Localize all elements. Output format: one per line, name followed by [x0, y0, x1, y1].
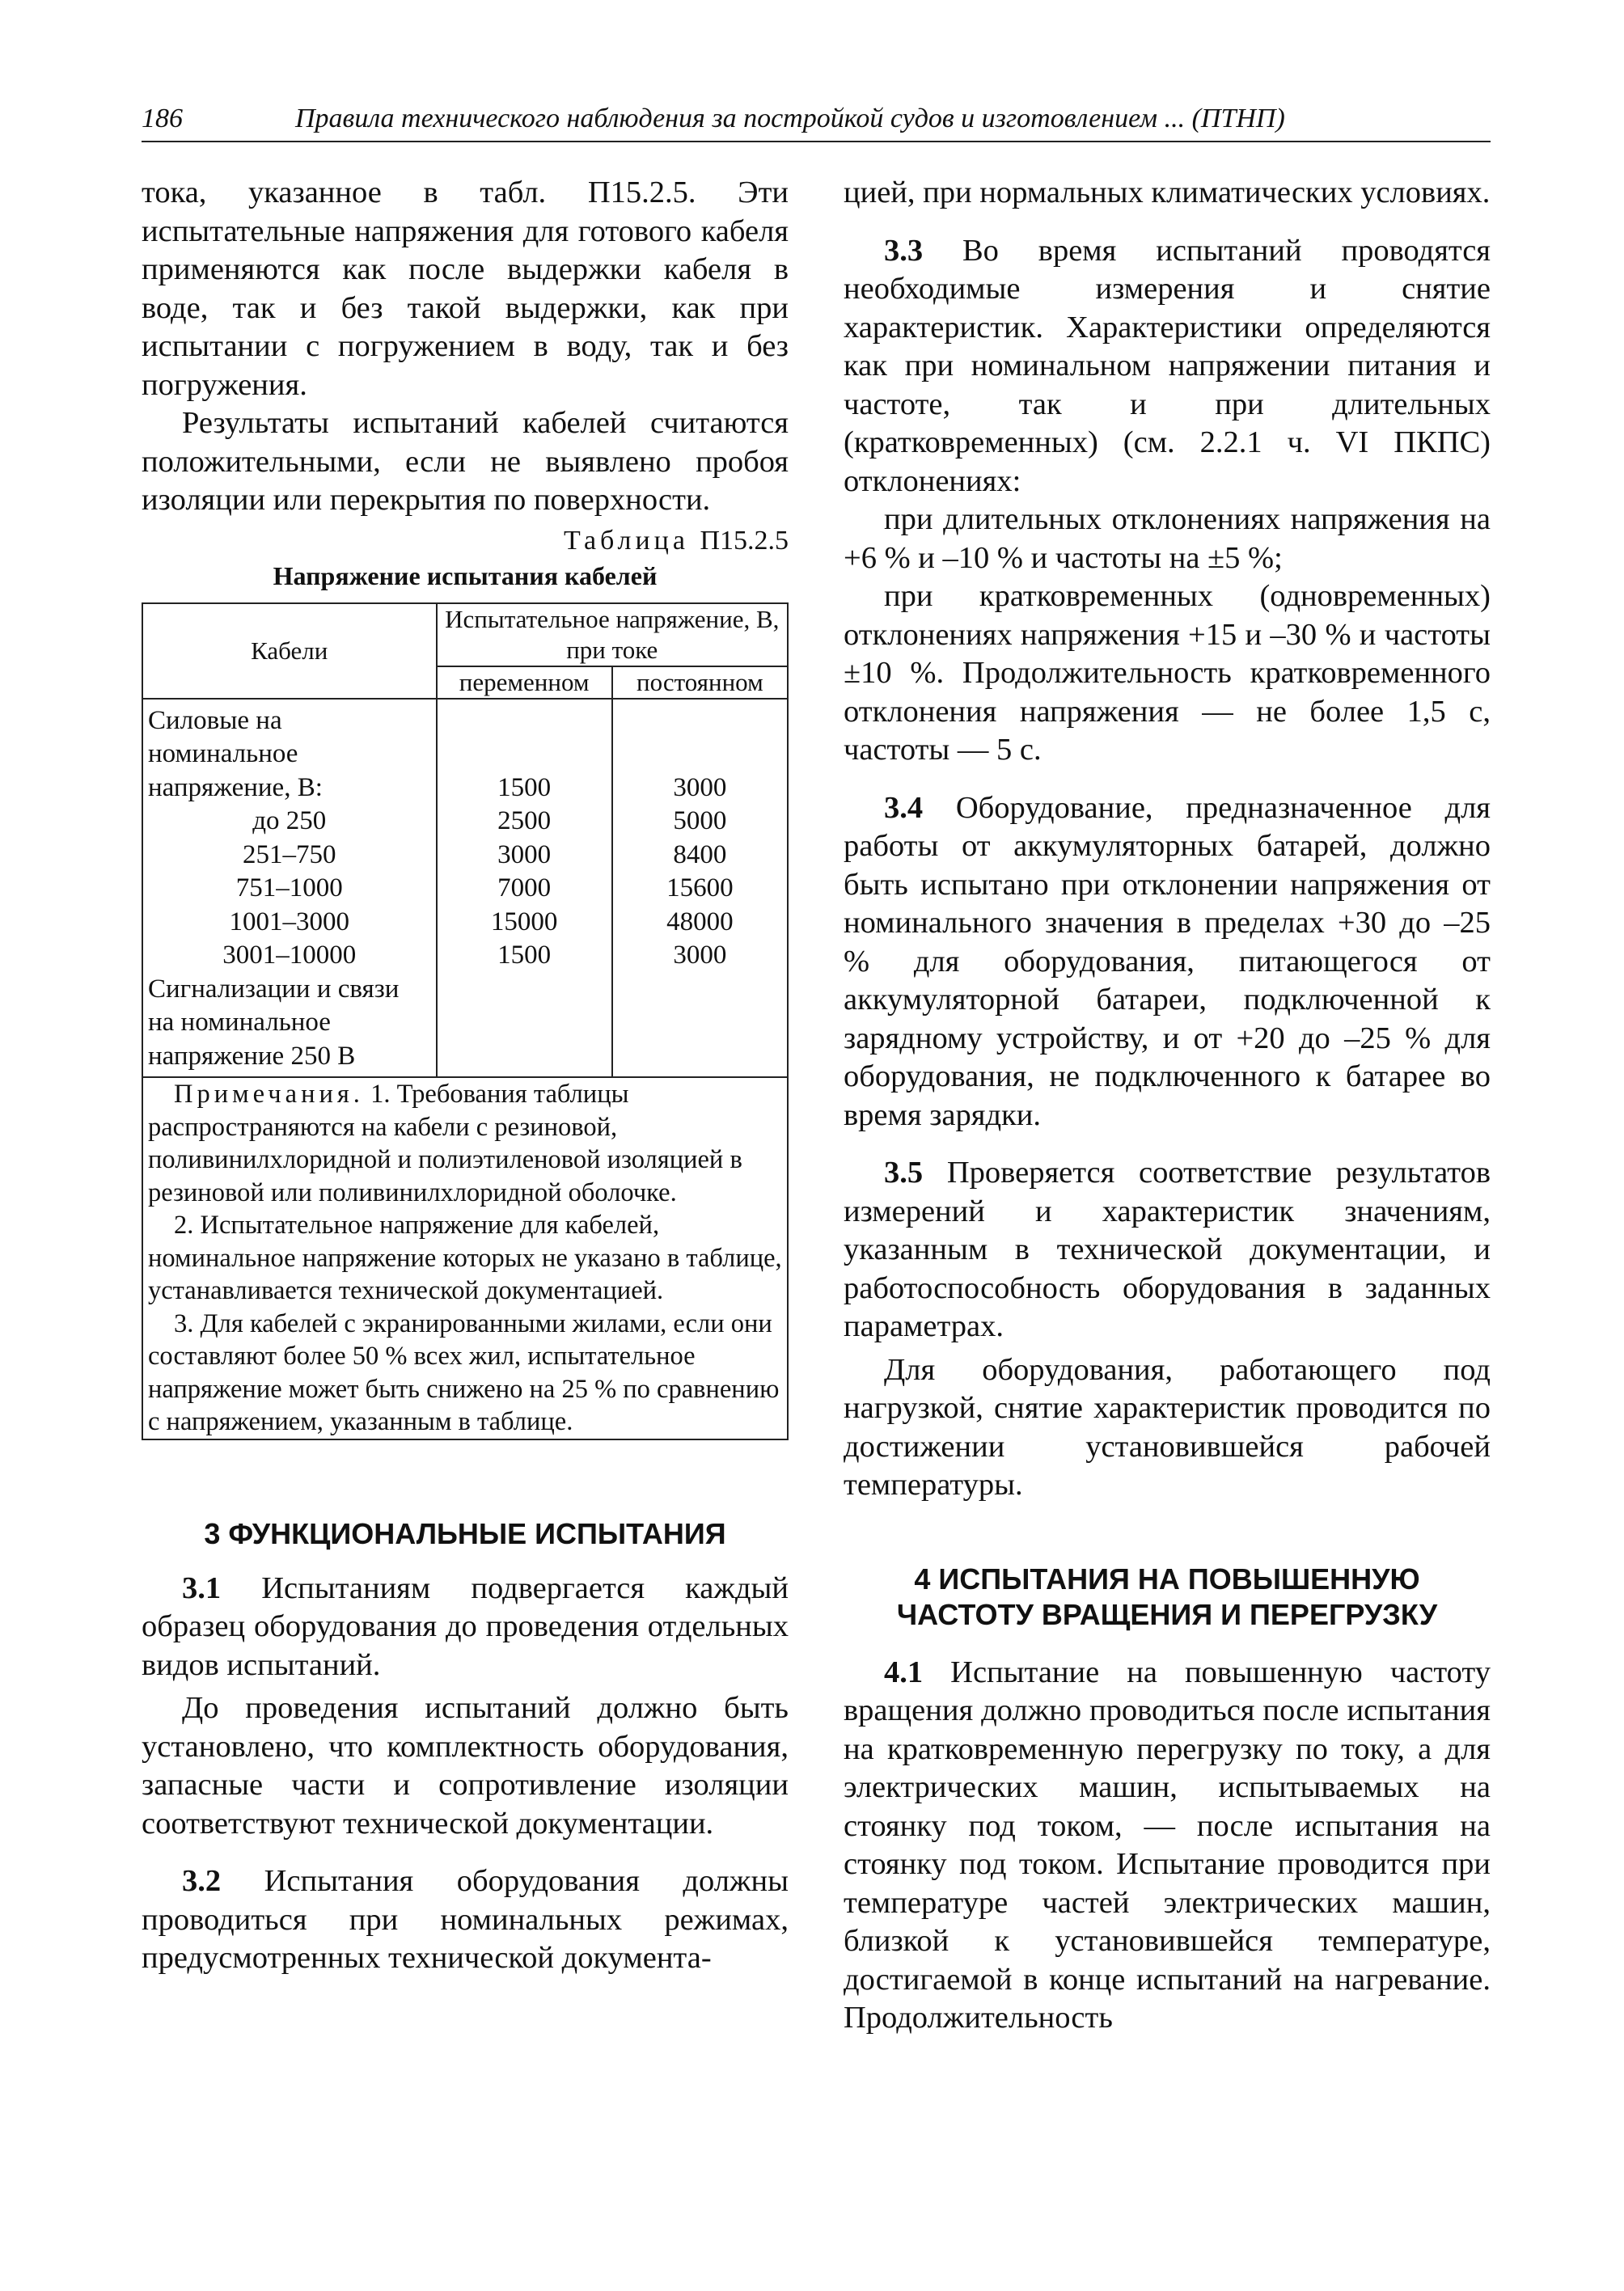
table-notes — [142, 1077, 788, 1439]
ac-values-cell — [437, 699, 612, 1078]
clause-3-5 — [844, 1154, 1491, 1346]
ac-value: 3000 — [497, 839, 552, 869]
cable-group-power: Силовые на номинальное напряжение, В: — [148, 705, 323, 802]
section-3-heading: 3 ФУНКЦИОНАЛЬНЫЕ ИСПЫТАНИЯ — [204, 1516, 726, 1550]
paragraph: До проведения испытаний должно быть установлено, что комплектность оборудования, запасные части и сопротивление изоляции соответствуют технической документации. — [142, 1691, 789, 1841]
clause-3-4 — [844, 789, 1491, 1135]
clause-number: 3.5 — [884, 1156, 924, 1190]
clause-number: 3.3 — [884, 233, 924, 268]
paragraph: тока, указанное в табл. П15.2.5. Эти испытательные напряжения для готового кабеля применяются как после выдержки кабеля в воде, так и без такой выдержки, как при испытании с погружением в воду, так и без погружения. — [142, 175, 789, 402]
dc-values-cell — [612, 699, 788, 1078]
ac-value: 2500 — [497, 806, 552, 835]
clause-3-2 — [142, 1862, 789, 1978]
cable-group-signal: Сигнализации и связи на номинальное напряжение 250 В — [148, 974, 400, 1071]
column-header-test-voltage: Испытательное напряжение, В, при токе — [437, 603, 788, 666]
running-header — [142, 104, 1491, 142]
voltage-range: до 250 — [252, 806, 327, 835]
clause-text: Испытания оборудования должны проводиться при номинальных режимах, предусмотренных технической документа- — [142, 1864, 789, 1975]
page-number: 186 — [142, 104, 183, 133]
clause-number: 3.2 — [182, 1864, 222, 1898]
clause-text: Во время испытаний проводятся необходимые измерения и снятие характеристик. Характеристики определяются как при номинальном напряжении питания и частоте, так и при длительных (кратковременных) (см. 2.2.1 ч. VI ПКПС) отклонениях: — [844, 233, 1491, 498]
voltage-range: 751–1000 — [235, 873, 343, 902]
clause-text: Проверяется соответствие результатов измерений и характеристик значениям, указанным в технической документации, и работоспособность оборудования в заданных параметрах. — [844, 1156, 1491, 1343]
clause-text: Испытание на повышенную частоту вращения должно проводиться после испытания на кратковременную перегрузку по току, а для электрических машин, испытываемых на стоянку под током, — после испытания на стоянку под током. Испытание проводится при температуре частей электрических машин, близкой к установившейся температуре, достигаемой в конце испытаний на нагревание. Продолжительность — [844, 1655, 1491, 2035]
clause-4-1 — [844, 1654, 1491, 2038]
right-column — [844, 174, 1491, 2038]
notes-label: Примечания. — [174, 1080, 364, 1109]
cable-test-voltage-table — [142, 602, 789, 1440]
note-1: 1. Требования таблицы распространяются на кабели с резиновой, поливинилхлоридной и полиэтиленовой изоляцией в резиновой или поливинилхлоридной оболочке. — [148, 1080, 742, 1207]
dc-value: 8400 — [673, 839, 727, 869]
note-3: 3. Для кабелей с экранированными жилами, если они составляют более 50 % всех жил, испытательное напряжение может быть снижено на 25 % по сравнению с напряжением, указанным в таблице. — [148, 1308, 780, 1436]
clause-3-1 — [142, 1570, 789, 1685]
cable-names-cell — [142, 699, 437, 1078]
table-notes-row — [142, 1077, 788, 1439]
clause-text: Испытаниям подвергается каждый образец оборудования до проведения отдельных видов испытаний. — [142, 1570, 789, 1682]
voltage-range: 1001–3000 — [229, 907, 350, 936]
ac-value: 1500 — [497, 940, 552, 970]
voltage-range: 251–750 — [243, 839, 336, 869]
column-header-cables: Кабели — [142, 603, 437, 699]
clause-number: 3.1 — [182, 1570, 222, 1605]
paragraph: при кратковременных (одновременных) отклонениях напряжения +15 и –30 % и частоты ±10 %. Продолжительность кратковременного отклонения напряжения — не более 1,5 с, частоты — 5 с. — [844, 579, 1491, 767]
left-column — [142, 174, 789, 1978]
table-caption — [142, 523, 789, 559]
paragraph: Результаты испытаний кабелей считаются положительными, если не выявлено пробоя изоляции или перекрытия по поверхности. — [142, 406, 789, 517]
ac-value: 1500 — [497, 772, 552, 802]
dc-value: 3000 — [673, 940, 727, 970]
section-4-heading — [844, 1562, 1491, 1633]
clause-3-3 — [844, 232, 1491, 501]
clause-text: Оборудование, предназначенное для работы от аккумуляторных батарей, должно быть испытано при отклонении напряжения от номинального значения в пределах +30 до –25 % для оборудования, питающегося от аккумуляторной батареи, подключенной к зарядному устройству, и от +20 до –25 % для оборудования, не подключенного к батарее во время зарядки. — [844, 790, 1491, 1132]
dc-value: 5000 — [673, 806, 727, 835]
dc-value: 3000 — [673, 772, 727, 802]
table-title: Напряжение испытания кабелей — [273, 560, 658, 590]
section-4-heading-line2: ЧАСТОТУ ВРАЩЕНИЯ И ПЕРЕГРУЗКУ — [896, 1597, 1438, 1631]
column-header-ac: переменном — [437, 666, 612, 699]
ac-value: 7000 — [497, 873, 552, 902]
paragraph: Для оборудования, работающего под нагрузкой, снятие характеристик проводится по достижении установившейся рабочей температуры. — [844, 1352, 1491, 1502]
table-header-row — [142, 603, 788, 666]
dc-value: 15600 — [666, 873, 734, 902]
paragraph: цией, при нормальных климатических условиях. — [844, 175, 1491, 209]
clause-number: 4.1 — [884, 1655, 924, 1689]
clause-number: 3.4 — [884, 790, 924, 825]
ac-value: 15000 — [490, 907, 558, 936]
note-2: 2. Испытательное напряжение для кабелей, номинальное напряжение которых не указано в таблице, устанавливается технической документацией. — [148, 1211, 782, 1305]
running-title: Правила технического наблюдения за постройкой судов и изготовлением ... (ПТНП) — [295, 104, 1285, 133]
table-body-row — [142, 699, 788, 1078]
table-caption-word: Таблица — [564, 525, 689, 556]
dc-value: 48000 — [666, 907, 734, 936]
column-header-dc: постоянном — [612, 666, 788, 699]
paragraph: при длительных отклонениях напряжения на +6 % и –10 % и частоты на ±5 %; — [844, 502, 1491, 575]
table-number: П15.2.5 — [700, 525, 789, 556]
voltage-range: 3001–10000 — [222, 940, 357, 970]
section-4-heading-line1: 4 ИСПЫТАНИЯ НА ПОВЫШЕННУЮ — [914, 1562, 1420, 1596]
